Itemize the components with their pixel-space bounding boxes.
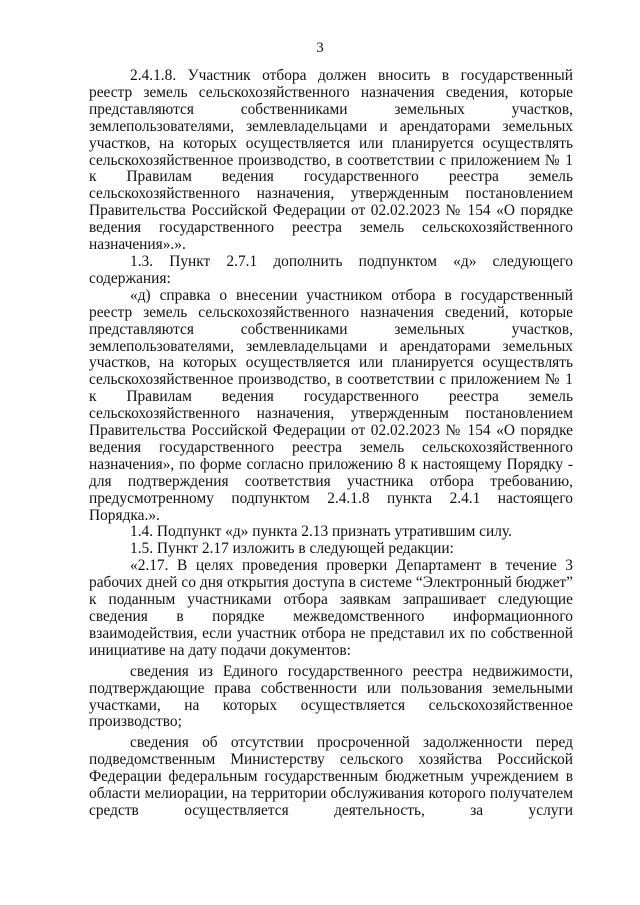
paragraph-subitem-d: «д) справка о внесении участником отбора в государственный реестр земель сельскохозяйственного назначения сведений, которые представляются собственниками земельных участков, землепользователями, землевладельцами и арендаторами земельных участков, на которых осуществляется или планируется осуществлять сельскохозяйственное производство, в соответствии с приложением № 1 к Правилам ведения государственного реестра земель сельскохозяйственного назначения, утвержденным постановлением Правительства Российской Федерации от 02.02.2023 № 154 «О порядке ведения государственного реестра земель сельскохозяйственного назначения», по форме согласно приложению 8 к настоящему Порядку - для подтверждения соответствия участника отбора требованию, предусмотренному подпунктом 2.4.1.8 пункта 2.4.1 настоящего Порядка.». — [89, 286, 573, 524]
paragraph-2-4-1-8: 2.4.1.8. Участник отбора должен вносить в государственный реестр земель сельскохозяйственного назначения сведения, которые представляются собственниками земельных участков, землепользователями, землевладельцами и арендаторами земельных участков, на которых осуществляется или планируется осуществлять сельскохозяйственное производство, в соответствии с приложением № 1 к Правилам ведения государственного реестра земель сельскохозяйственного назначения, утвержденным постановлением Правительства Российской Федерации от 02.02.2023 № 154 «О порядке ведения государственного реестра земель сельскохозяйственного назначения».». — [89, 67, 573, 254]
paragraph-2-17: «2.17. В целях проведения проверки Департамент в течение 3 рабочих дней со дня открытия доступа в системе “Электронный бюджет” к поданным участниками отбора заявкам запрашивает следующие сведения в порядке межведомственного информационного взаимодействия, если участник отбора не представил их по собственной инициативе на дату подачи документов: — [89, 557, 573, 659]
document-body — [89, 68, 573, 820]
page-number: 3 — [316, 40, 324, 56]
paragraph-1-3: 1.3. Пункт 2.7.1 дополнить подпунктом «д» следующего содержания: — [89, 252, 573, 287]
paragraph-debt-info: сведения об отсутствии просроченной задолженности перед подведомственным Министерству сельского хозяйства Российской Федерации федеральным государственным бюджетным учреждением в области мелиорации, на территории обслуживания которого получателем средств осуществляется деятельность, за услуги — [89, 734, 573, 819]
paragraph-egrn-info: сведения из Единого государственного реестра недвижимости, подтверждающие права собственности или пользования земельными участками, на которых осуществляется сельскохозяйственное производство; — [89, 662, 573, 731]
paragraph-1-5: 1.5. Пункт 2.17 изложить в следующей редакции: — [130, 540, 454, 558]
paragraph-1-4: 1.4. Подпункт «д» пункта 2.13 признать утратившим силу. — [130, 523, 512, 541]
